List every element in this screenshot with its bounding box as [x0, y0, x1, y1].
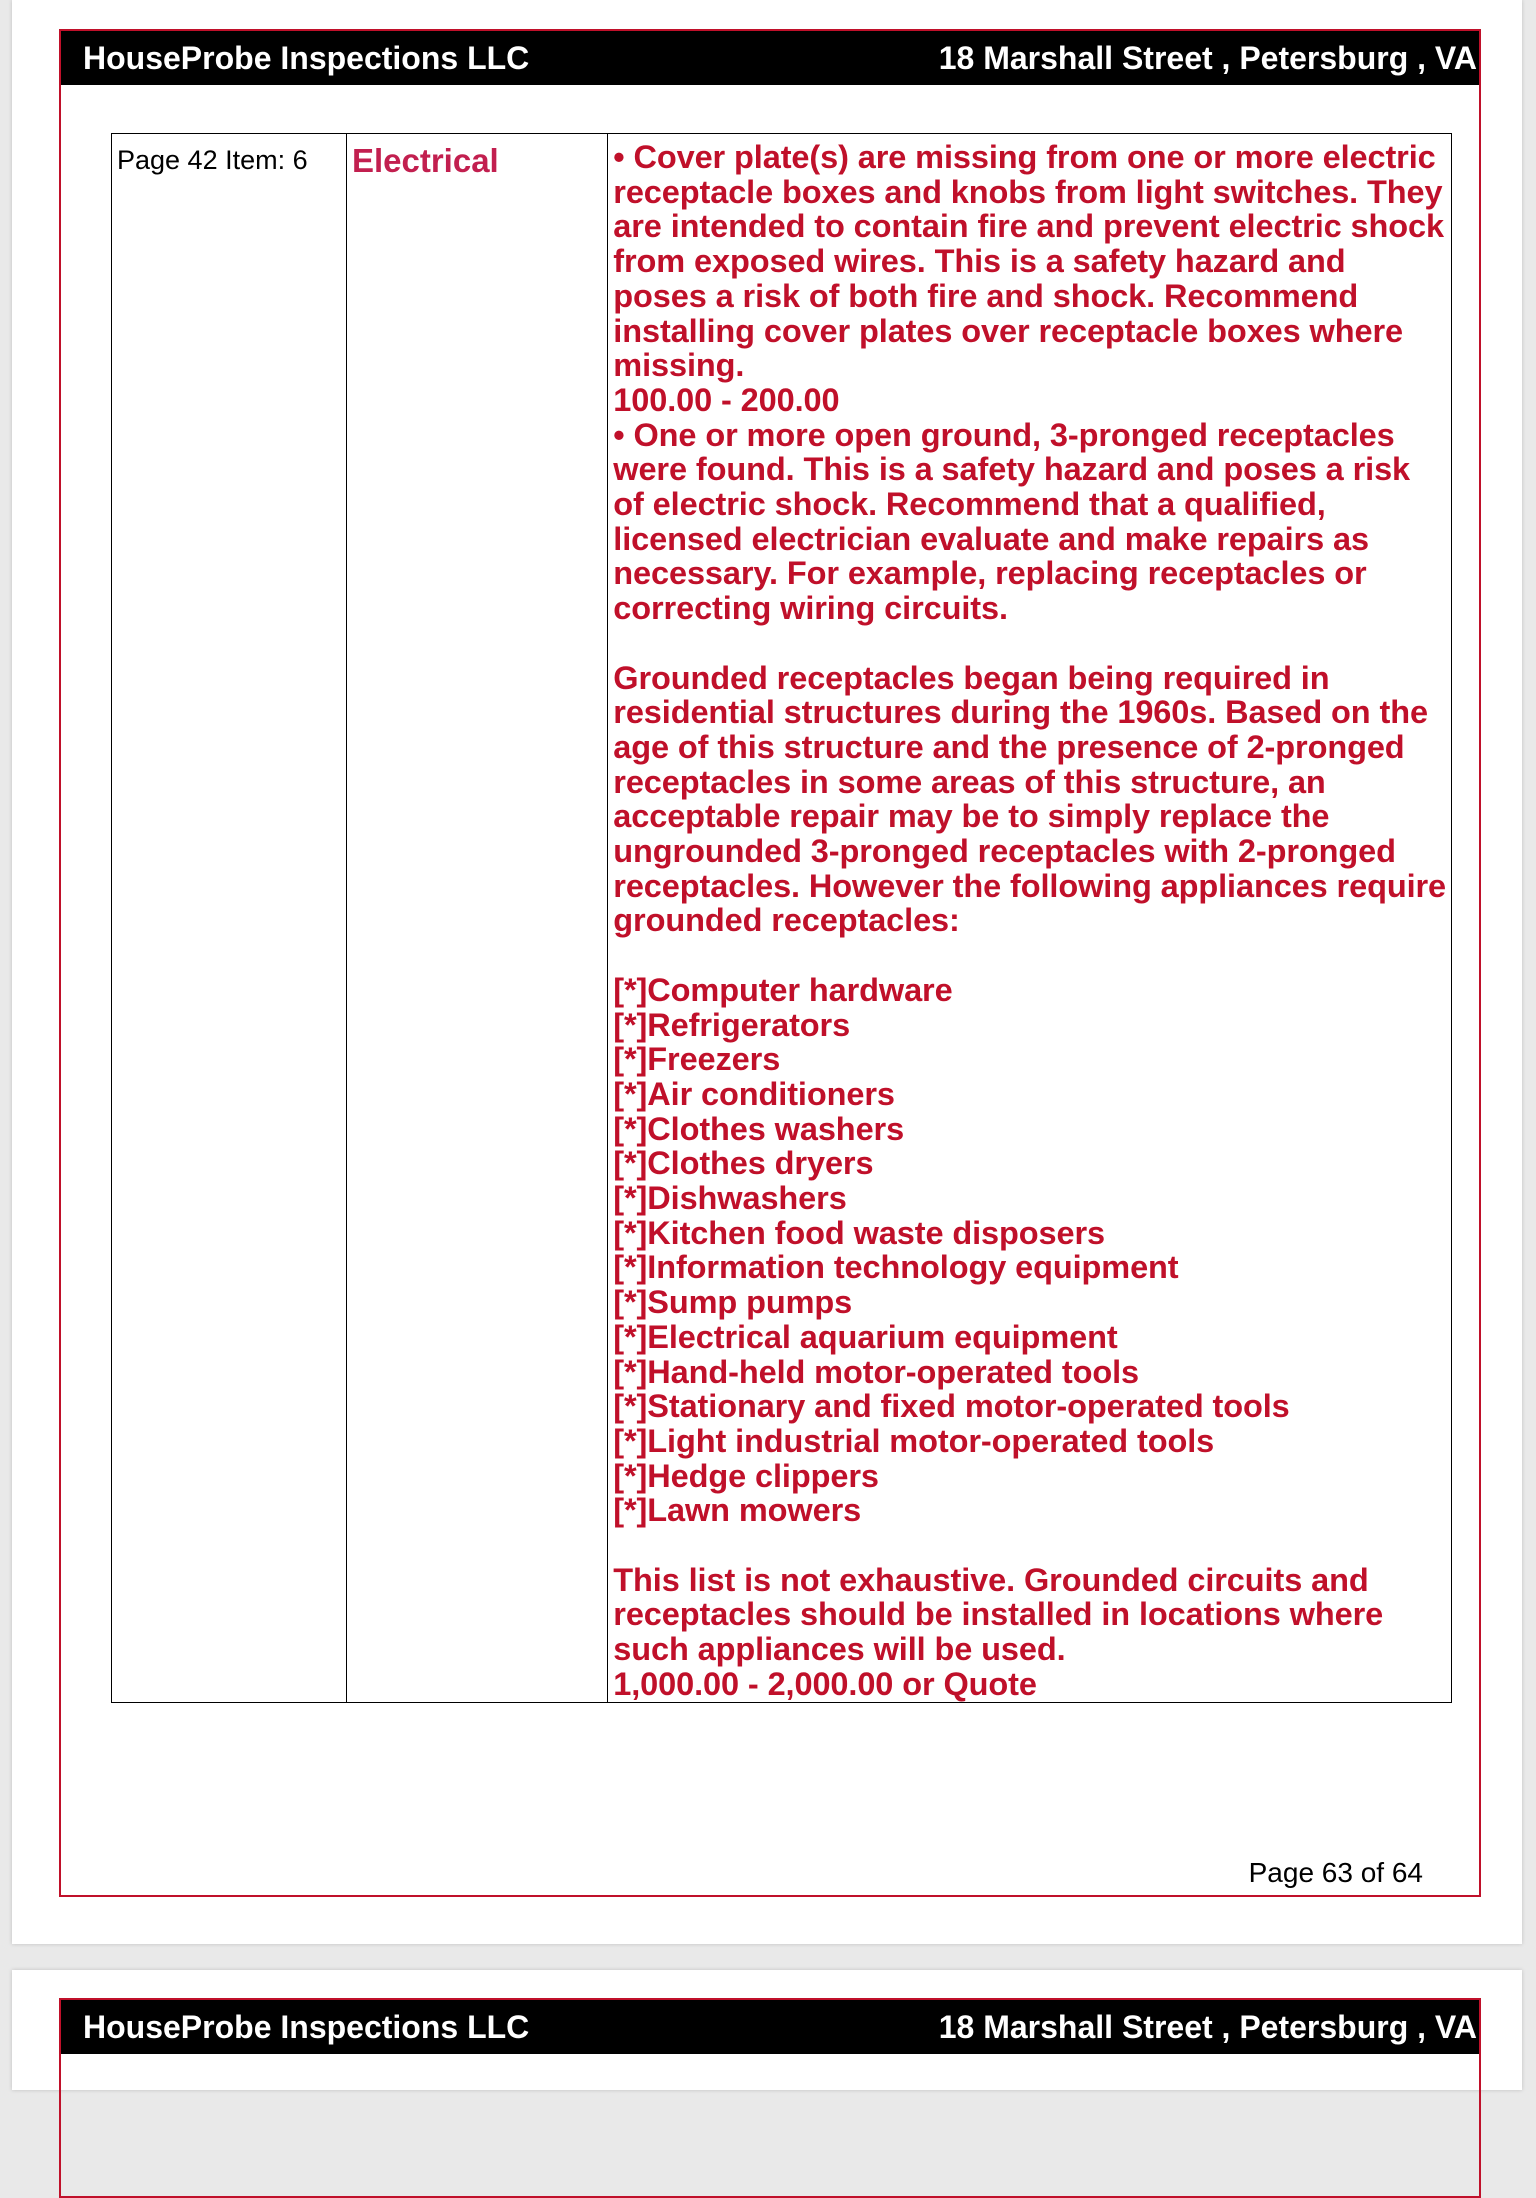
- list-item: [*]Information technology equipment: [613, 1249, 1179, 1286]
- table-row: [112, 134, 1452, 1703]
- property-address: 18 Marshall Street , Petersburg , VA: [938, 2008, 1477, 2045]
- list-item: [*]Lawn mowers: [613, 1492, 862, 1529]
- description-cell: [608, 134, 1452, 1703]
- page-frame: [59, 29, 1481, 1897]
- item-description: [613, 140, 1447, 1702]
- list-item: [*]Computer hardware: [613, 971, 953, 1008]
- page-frame: [59, 1998, 1481, 2198]
- list-item: [*]Hand-held motor-operated tools: [613, 1353, 1139, 1390]
- list-item: [*]Sump pumps: [613, 1284, 853, 1321]
- list-item: [*]Light industrial motor-operated tools: [613, 1422, 1215, 1459]
- list-item: [*]Kitchen food waste disposers: [613, 1214, 1105, 1251]
- appliance-list: [613, 973, 1447, 1528]
- item-category: Electrical: [351, 142, 499, 179]
- page-header: [61, 31, 1479, 85]
- finding-open-ground-detail: Grounded receptacles began being required in residential structures during the 1960s. Based on the age of this structure and the presence of 2-pronged receptacles in some areas of this structure, an acceptable repair may be to simply replace the ungrounded 3-pronged receptacles with 2-pronged receptacles. However the following appliances require grounded receptacles:: [613, 659, 1447, 939]
- next-report-page: [12, 1970, 1522, 2090]
- property-address: 18 Marshall Street , Petersburg , VA: [938, 39, 1477, 76]
- list-item: [*]Electrical aquarium equipment: [613, 1318, 1118, 1355]
- finding-open-ground: • One or more open ground, 3-pronged receptacles were found. This is a safety hazard and poses a risk of electric shock. Recommend that a qualified, licensed electrician evaluate and make repairs as necessary. For example, replacing receptacles or correcting wiring circuits.: [613, 416, 1411, 627]
- cost-estimate-2: 1,000.00 - 2,000.00 or Quote: [613, 1665, 1037, 1702]
- list-item: [*]Dishwashers: [613, 1180, 847, 1217]
- reference-cell: [112, 134, 347, 1703]
- list-item: [*]Stationary and fixed motor-operated tools: [613, 1388, 1290, 1425]
- summary-item-table: [111, 133, 1452, 1703]
- list-item: [*]Clothes washers: [613, 1110, 905, 1147]
- list-item: [*]Hedge clippers: [613, 1457, 879, 1494]
- list-item: [*]Air conditioners: [613, 1075, 895, 1112]
- page-header: [61, 2000, 1479, 2054]
- report-page: [12, 0, 1522, 1944]
- list-item: [*]Clothes dryers: [613, 1145, 874, 1182]
- company-name: HouseProbe Inspections LLC: [83, 2008, 530, 2045]
- cost-estimate-1: 100.00 - 200.00: [613, 381, 840, 418]
- list-item: [*]Refrigerators: [613, 1006, 851, 1043]
- category-cell: [346, 134, 607, 1703]
- closing-note: This list is not exhaustive. Grounded circuits and receptacles should be installed in locations where such appliances will be used.: [613, 1561, 1384, 1668]
- item-reference: Page 42 Item: 6: [117, 145, 308, 175]
- finding-cover-plates: • Cover plate(s) are missing from one or more electric receptacle boxes and knobs from light switches. They are intended to contain fire and prevent electric shock from exposed wires. This is a safety hazard and poses a risk of both fire and shock. Recommend installing cover plates over receptacle boxes where missing.: [613, 139, 1444, 384]
- company-name: HouseProbe Inspections LLC: [83, 39, 530, 76]
- page-number: Page 63 of 64: [1248, 1857, 1423, 1888]
- list-item: [*]Freezers: [613, 1041, 781, 1078]
